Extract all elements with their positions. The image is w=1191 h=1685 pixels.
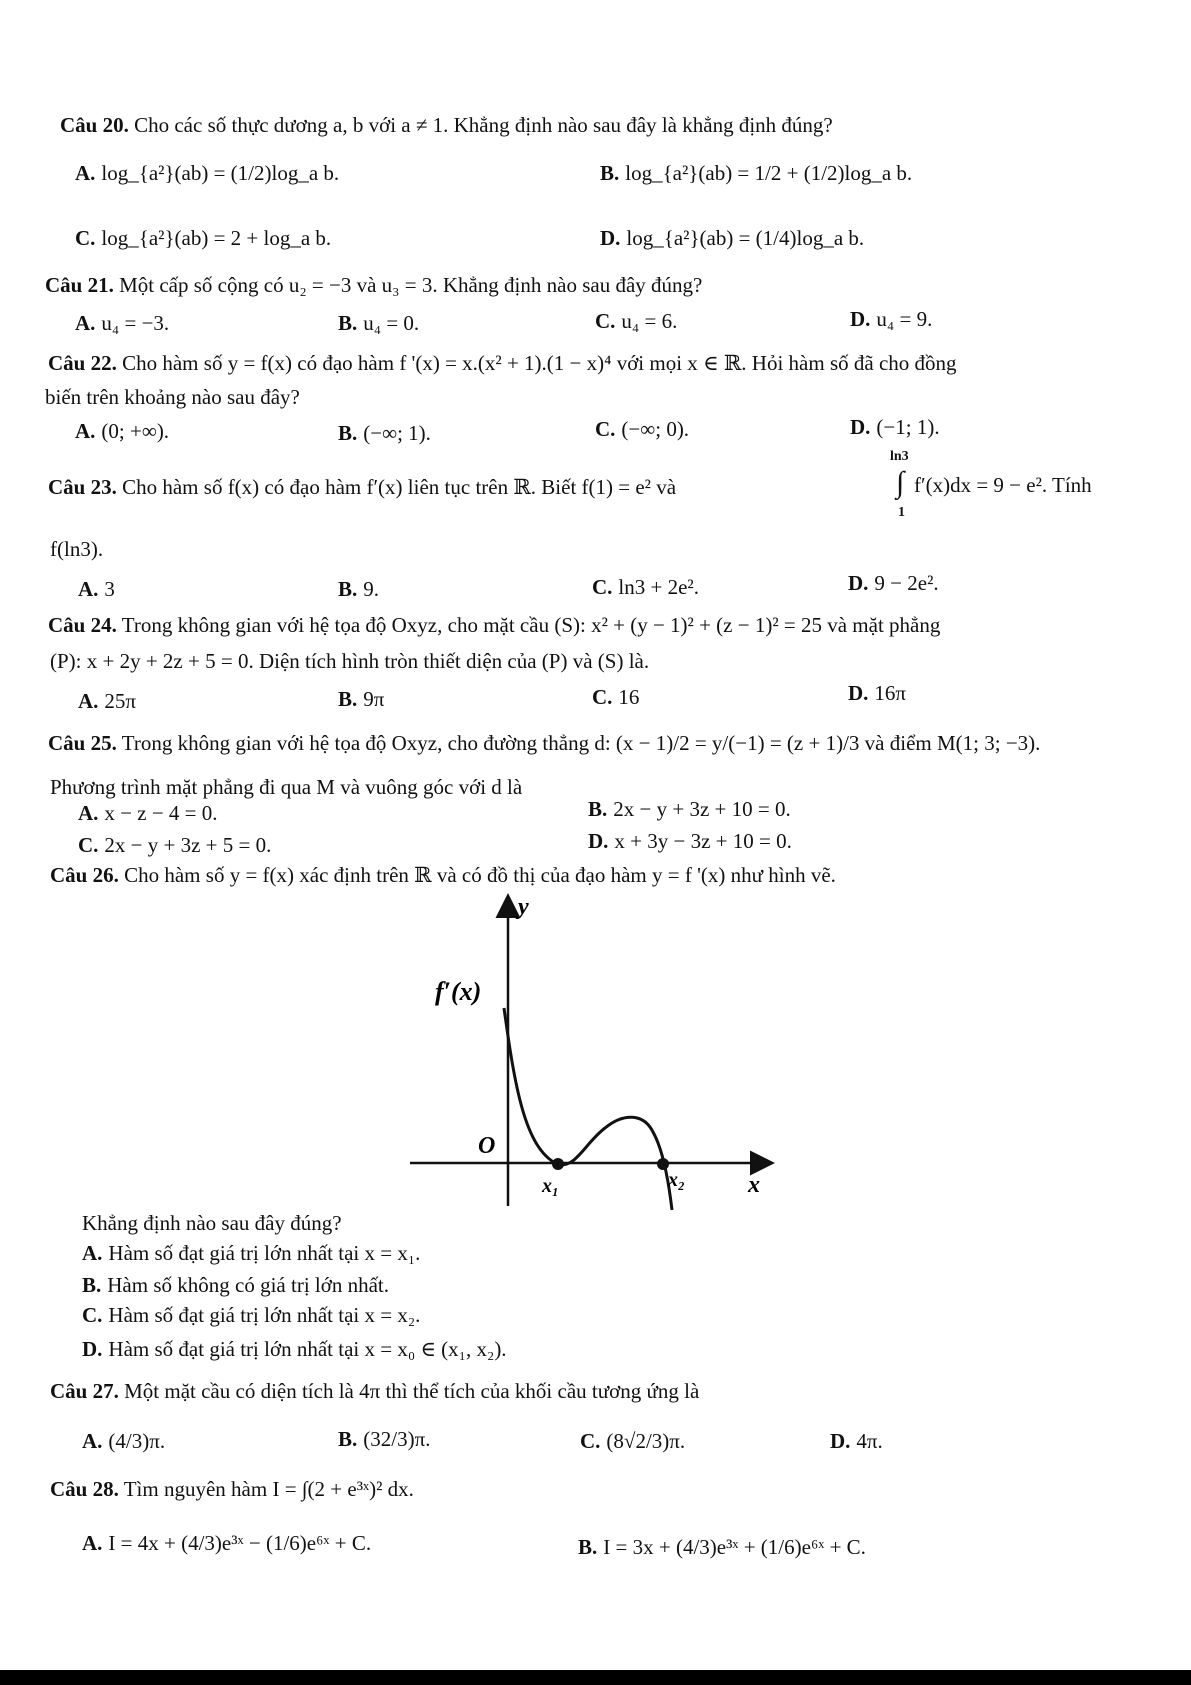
q23-integral-body: f′(x)dx = 9 − e². Tính: [914, 473, 1092, 497]
q24-option-d: D. 16π: [848, 681, 907, 705]
q23-stem-line2: f(ln3).: [50, 537, 104, 561]
q27-option-d: D. 4π.: [830, 1429, 883, 1453]
q23-option-b: B. 9.: [338, 577, 380, 601]
q23-integral-sign: ∫: [896, 466, 905, 499]
derivative-graph: [400, 888, 780, 1218]
q22-stem-line1: Câu 22. Cho hàm số y = f(x) có đạo hàm f '(x) = x.(x² + 1).(1 − x)⁴ với mọi x ∈ ℝ. Hỏi hàm số đã cho đồng: [48, 351, 957, 375]
q21-option-d: D. u₄ = 9.: [850, 307, 933, 331]
q28-stem: Câu 28. Tìm nguyên hàm I = ∫(2 + e³ˣ)² dx.: [50, 1477, 414, 1501]
x2-label: x₂: [668, 1169, 685, 1191]
q20-stem: [60, 112, 833, 138]
q27-label: Câu 27.: [50, 1379, 119, 1403]
q22-option-c: C. (−∞; 0).: [595, 417, 690, 441]
q23-label: Câu 23.: [48, 475, 117, 499]
q28-option-a: A. I = 4x + (4/3)e³ˣ − (1/6)e⁶ˣ + C.: [82, 1531, 372, 1555]
q25-option-d: D. x + 3y − 3z + 10 = 0.: [588, 829, 792, 853]
q23-option-c: C. ln3 + 2e².: [592, 575, 699, 599]
derivative-curve: [504, 1008, 672, 1210]
q25-label: Câu 25.: [48, 731, 117, 755]
q28-option-b: B. I = 3x + (4/3)e³ˣ + (1/6)e⁶ˣ + C.: [578, 1535, 866, 1559]
q21-option-c: C. u₄ = 6.: [595, 309, 678, 333]
scan-edge-bar: [0, 1670, 1191, 1685]
q20-label: Câu 20.: [60, 113, 129, 137]
q28-label: Câu 28.: [50, 1477, 119, 1501]
point-x1: [552, 1158, 564, 1170]
q27-option-a: A. (4/3)π.: [82, 1429, 166, 1453]
q26-stem-line1: Câu 26. Cho hàm số y = f(x) xác định trên ℝ và có đồ thị của đạo hàm y = f '(x) như hình vẽ.: [50, 863, 836, 887]
q23-stem-line1: Câu 23. Cho hàm số f(x) có đạo hàm f′(x) liên tục trên ℝ. Biết f(1) = e² và: [48, 475, 677, 499]
q20-option-a: A. log_{a²}(ab) = (1/2)log_a b.: [75, 161, 340, 185]
q27-option-b: B. (32/3)π.: [338, 1427, 431, 1451]
q25-option-a: A. x − z − 4 = 0.: [78, 801, 218, 825]
q26-option-a: A. Hàm số đạt giá trị lớn nhất tại x = x₁.: [82, 1241, 421, 1265]
x-axis-label: x: [748, 1172, 760, 1198]
q21-text: Một cấp số cộng có u₂ = −3 và u₃ = 3. Khẳng định nào sau đây đúng?: [119, 273, 703, 297]
q25-stem-line1: Câu 25. Trong không gian với hệ tọa độ Oxyz, cho đường thẳng d: (x − 1)/2 = y/(−1) = (z + 1)/3 và điểm M(1; 3; −3).: [48, 731, 1041, 755]
q27-option-c: C. (8√2/3)π.: [580, 1429, 686, 1453]
q20-option-c: C. log_{a²}(ab) = 2 + log_a b.: [75, 226, 332, 250]
q25-option-b: B. 2x − y + 3z + 10 = 0.: [588, 797, 791, 821]
q22-stem-line2: biến trên khoảng nào sau đây?: [45, 385, 300, 409]
q23-integral-lower: 1: [898, 505, 905, 520]
q25-option-c: C. 2x − y + 3z + 5 = 0.: [78, 833, 272, 857]
q24-option-a: A. 25π: [78, 689, 137, 713]
q22-label: Câu 22.: [48, 351, 117, 375]
q21-label: Câu 21.: [45, 273, 114, 297]
q27-stem: Câu 27. Một mặt cầu có diện tích là 4π thì thể tích của khối cầu tương ứng là: [50, 1379, 700, 1403]
q22-option-b: B. (−∞; 1).: [338, 421, 431, 445]
q24-stem-line2: (P): x + 2y + 2z + 5 = 0. Diện tích hình tròn thiết diện của (P) và (S) là.: [50, 649, 650, 673]
q20-text: Cho các số thực dương a, b với a ≠ 1. Khẳng định nào sau đây là khẳng định đúng?: [134, 113, 833, 137]
origin-label: O: [478, 1133, 496, 1159]
q23-option-d: D. 9 − 2e².: [848, 571, 939, 595]
y-axis-label: y: [518, 894, 529, 920]
q23-integral-upper: ln3: [890, 449, 909, 464]
q22-option-d: D. (−1; 1).: [850, 415, 940, 439]
q26-option-b: B. Hàm số không có giá trị lớn nhất.: [82, 1273, 389, 1297]
curve-label: f′(x): [435, 977, 482, 1006]
q22-option-a: A. (0; +∞).: [75, 419, 170, 443]
q24-stem-line1: Câu 24. Trong không gian với hệ tọa độ Oxyz, cho mặt cầu (S): x² + (y − 1)² + (z − 1)² = 25 và mặt phẳng: [48, 613, 941, 637]
q24-label: Câu 24.: [48, 613, 117, 637]
q23-option-a: A. 3: [78, 577, 115, 601]
q26-stem-line2: Khẳng định nào sau đây đúng?: [82, 1211, 342, 1235]
q25-stem-line2: Phương trình mặt phẳng đi qua M và vuông góc với d là: [50, 775, 523, 799]
q26-option-c: C. Hàm số đạt giá trị lớn nhất tại x = x₂.: [82, 1303, 421, 1327]
q24-option-b: B. 9π: [338, 687, 385, 711]
q21-option-a: A. u₄ = −3.: [75, 311, 170, 335]
q21-stem: [45, 272, 702, 298]
q21-option-b: B. u₄ = 0.: [338, 311, 420, 335]
q26-label: Câu 26.: [50, 863, 119, 887]
q20-option-b: B. log_{a²}(ab) = 1/2 + (1/2)log_a b.: [600, 161, 913, 185]
x1-label: x₁: [542, 1175, 559, 1197]
q24-option-c: C. 16: [592, 685, 640, 709]
q26-option-d: D. Hàm số đạt giá trị lớn nhất tại x = x₀ ∈ (x₁, x₂).: [82, 1337, 507, 1361]
q20-option-d: D. log_{a²}(ab) = (1/4)log_a b.: [600, 226, 865, 250]
